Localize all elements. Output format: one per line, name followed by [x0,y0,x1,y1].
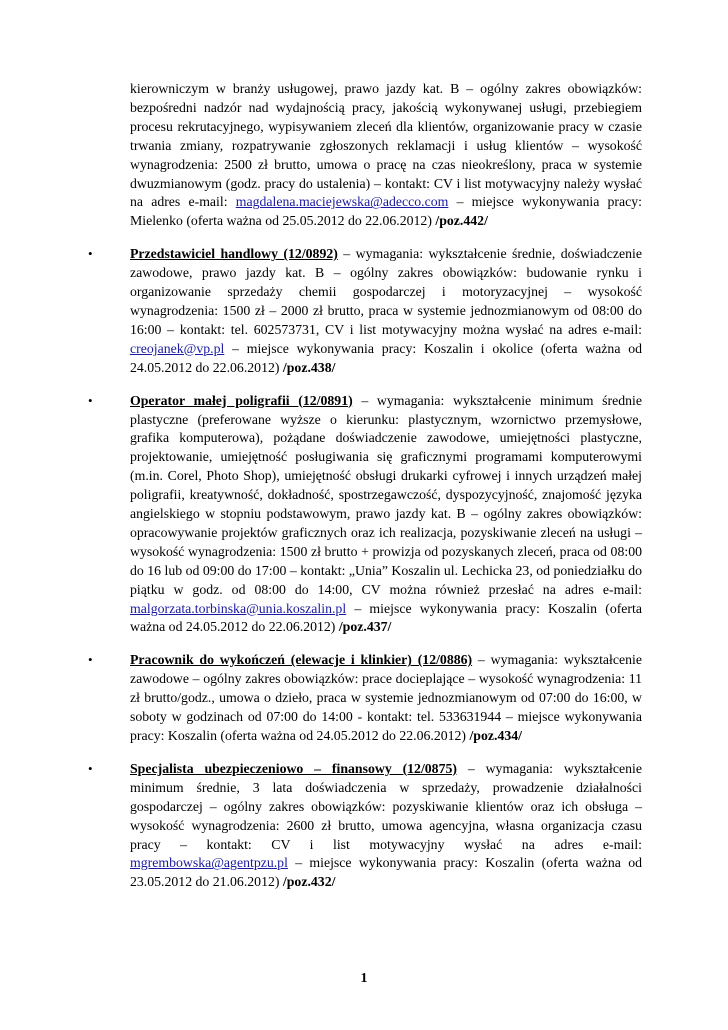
entry-text-after: – miejsce wykonywania pracy: Koszalin (oferta ważna od 23.05.2012 do 21.06.2012) [130,855,642,890]
job-listings [88,80,643,906]
entry-text: – wymagania: wykształcenie średnie, doświadczenie zawodowe, prawo jazdy kat. B – ogólny zakres obowiązków: budowanie rynku i organizowanie sprzedaży chemii gospodarczej i motoryzacyjnej – wysokość wynagrodzenia: 1500 zł – 2000 zł brutto, praca w systemie jednozmianowym od 08:00 do 16:00 – kontakt: tel. 602573731, CV i list motywacyjny można wysłać na adres e-mail: [130,246,642,337]
bullet-icon: • [88,392,93,408]
job-title: Przedstawiciel handlowy (12/0892) [130,246,338,262]
position-ref: /poz.434/ [469,728,522,743]
job-title: Pracownik do wykończeń (elewacje i klinkier) (12/0886) [130,652,473,668]
email-link[interactable]: magdalena.maciejewska@adecco.com [235,194,449,210]
bullet-icon: • [88,246,93,262]
entry-text-after: – miejsce wykonywania pracy: Mielenko (oferta ważna od 25.05.2012 do 22.06.2012) [130,194,642,229]
position-ref: /poz.432/ [282,874,336,890]
job-entry-continued [130,80,642,231]
entry-text: – wymagania: wykształcenie zawodowe – ogólny zakres obowiązków: prace docieplające – wysokość wynagrodzenia: 11 zł brutto/godz., umowa o dzieło, praca w systemie jednozmianowym od 07:00 do 16:00, w soboty w godzinach od 07:00 do 14:00 - kontakt: tel. 533631944 – miejsce wykonywania pracy: Koszalin (oferta ważna od 24.05.2012 do 22.06.2012) [130,652,642,743]
job-entry-insurance-specialist [88,760,642,892]
position-ref: /poz.442/ [435,213,488,229]
bullet-icon: • [88,652,93,668]
bullet-icon: • [88,760,93,776]
job-entry-finishing-worker [88,651,642,746]
job-title: Specjalista ubezpieczeniowo – finansowy (12/0875) [130,760,457,776]
position-ref: /poz.437/ [338,619,392,635]
entry-text: – wymagania: wykształcenie minimum średnie plastyczne (preferowane wyższe o kierunku: plastycznym, wzornictwo przemysłowe, grafika komputerowa), pożądane doświadczenie zawodowe, umiejętności plastyczne, projektowanie, umiejętność posługiwania się graficznymi programami komputerowymi (m.in. Corel, Photo Shop), umiejętność obsługi drukarki cyfrowej i innych urządzeń małej poligrafii, kreatywność, dokładność, spostrzegawczość, dyspozycyjność, znajomość języka angielskiego w stopniu podstawowym, prawo jazdy kat. B – ogólny zakres obowiązków: opracowywanie projektów graficznych oraz ich realizacja, pozyskiwanie zleceń na usługi – wysokość wynagrodzenia: 1500 zł brutto + prowizja od pozyskanych zleceń, praca od 08:00 do 16 lub od 09:00 do 17:00 – kontakt: „Unia” Koszalin ul. Lechicka 23, od poniedziałku do piątku w godz. od 08:00 do 14:00, CV można również przesłać na adres e-mail: [130,392,643,597]
position-ref: /poz.438/ [282,359,336,375]
job-entry-sales-representative [88,245,642,377]
entry-text: – wymagania: wykształcenie minimum średnie, 3 lata doświadczenia w sprzedaży, prowadzenie działalności gospodarczej – ogólny zakres obowiązków: pozyskiwanie klientów oraz ich obsługa – wysokość wynagrodzenia: 2600 zł brutto, umowa agencyjna, własna organizacja czasu pracy – kontakt: CV i list motywacyjny wysłać na adres e-mail: [130,760,642,852]
page-number: 1 [360,971,368,986]
email-link[interactable]: creojanek@vp.pl [130,340,225,356]
job-entry-print-operator [88,392,643,638]
email-link[interactable]: malgorzata.torbinska@unia.koszalin.pl [130,600,347,616]
entry-text-after: – miejsce wykonywania pracy: Koszalin i okolice (oferta ważna od 24.05.2012 do 22.06.2012) [130,340,642,375]
email-link[interactable]: mgrembowska@agentpzu.pl [130,855,288,871]
entry-text: kierowniczym w branży usługowej, prawo jazdy kat. B – ogólny zakres obowiązków: bezpośredni nadzór nad wydajnością pracy, jakością wykonywanej usługi, przebiegiem procesu rekrutacyjnego, wypisywaniem zleceń dla klientów, organizowanie pracy w czasie trwania zmiany, rozpatrywanie zgłoszonych reklamacji i usług klientów – wysokość wynagrodzenia: 2500 zł brutto, umowa o pracę na czas nieokreślony, praca w systemie dwuzmianowym (godz. pracy do ustalenia) – kontakt: CV i list motywacyjny należy wysłać na adres e-mail: [130,81,642,210]
entry-text-after: – miejsce wykonywania pracy: Koszalin (oferta ważna od 24.05.2012 do 22.06.2012) [130,600,642,635]
job-title: Operator małej poligrafii (12/0891) [130,392,353,408]
